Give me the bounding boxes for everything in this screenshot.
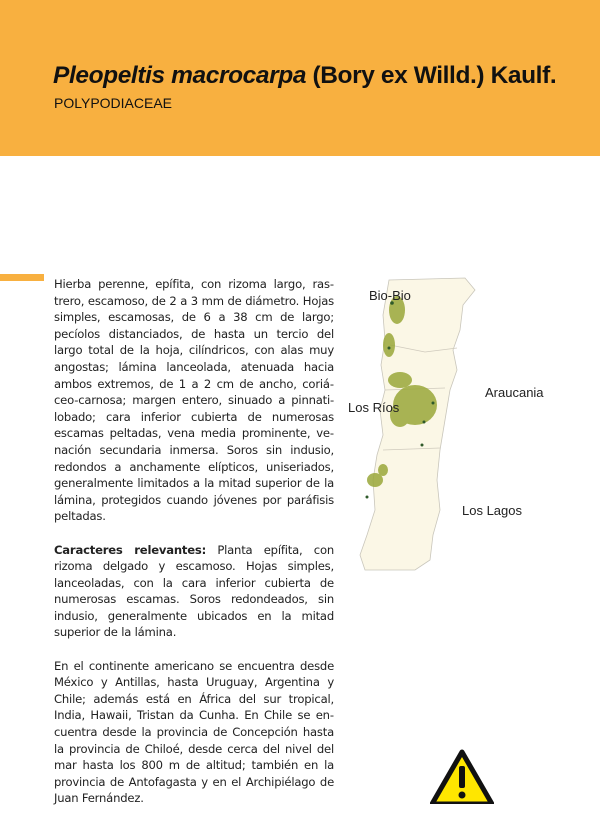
relevant-label: Caracteres relevantes: — [54, 542, 207, 557]
region-label-los-lagos: Los Lagos — [462, 503, 522, 518]
relevant-characters-paragraph — [54, 542, 334, 642]
section-marker — [0, 274, 44, 281]
species-title — [53, 62, 556, 90]
species-authority: (Bory ex Willd.) Kaulf. — [306, 62, 557, 89]
relevant-text: Planta epífita, con rizoma delgado y escamoso. Hojas simples, lanceoladas, con la cara inferior cubierta de numerosas escamas. Soros redondeados, sin indusio, generalmente ubicados en la mitad superior de la lámina. — [54, 542, 334, 640]
family-name: POLYPODIACEAE — [54, 95, 173, 111]
warning-triangle-icon — [430, 748, 494, 804]
species-name: Pleopeltis macrocarpa — [53, 62, 307, 89]
text-column — [54, 276, 334, 824]
description-paragraph: Hierba perenne, epífita, con rizoma largo, rastrero, escamoso, de 2 a 3 mm de diámetro. Hojas simples, escamosas, de 6 a 38 cm de largo; pecíolos distanciados, de hasta un tercio del largo total de la hoja, cilíndricos, con alas muy angostas; lámina lanceolada, atenuada hacia ambos extremos, de 1 a 2 cm de ancho, coriáceo-carnosa; margen entero, sinuado a pinnati-lobado; cara inferior cubierta de numerosas escamas peltadas, vena media prominente, venación secundaria inmersa. Soros sin indusio, redondos a anchamente elípticos, uniseriados, generalmente limitados a la mitad superior de la lámina, protegidos cuando jóvenes por paráfisis peltadas. — [54, 277, 334, 524]
header-band — [0, 0, 600, 156]
distribution-paragraph: En el continente americano se encuentra desde México y Antillas, hasta Uruguay, Argentina y Chile; además está en África del sur tropical, India, Hawaii, Tristan da Cunha. En Chile se encuentra desde la provincia de Concepción hasta la provincia de Chiloé, desde cerca del nivel del mar hasta los 800 m de altitud; también en la provincia de Antofagasta y en el Archipiélago de Juan Fernández. — [54, 658, 334, 806]
map-graphic — [345, 270, 575, 575]
region-label-los-rios: Los Ríos — [348, 400, 400, 415]
region-label-araucania: Araucania — [485, 385, 544, 400]
region-label-bio-bio: Bio-Bio — [369, 288, 411, 303]
distribution-map — [345, 270, 575, 575]
